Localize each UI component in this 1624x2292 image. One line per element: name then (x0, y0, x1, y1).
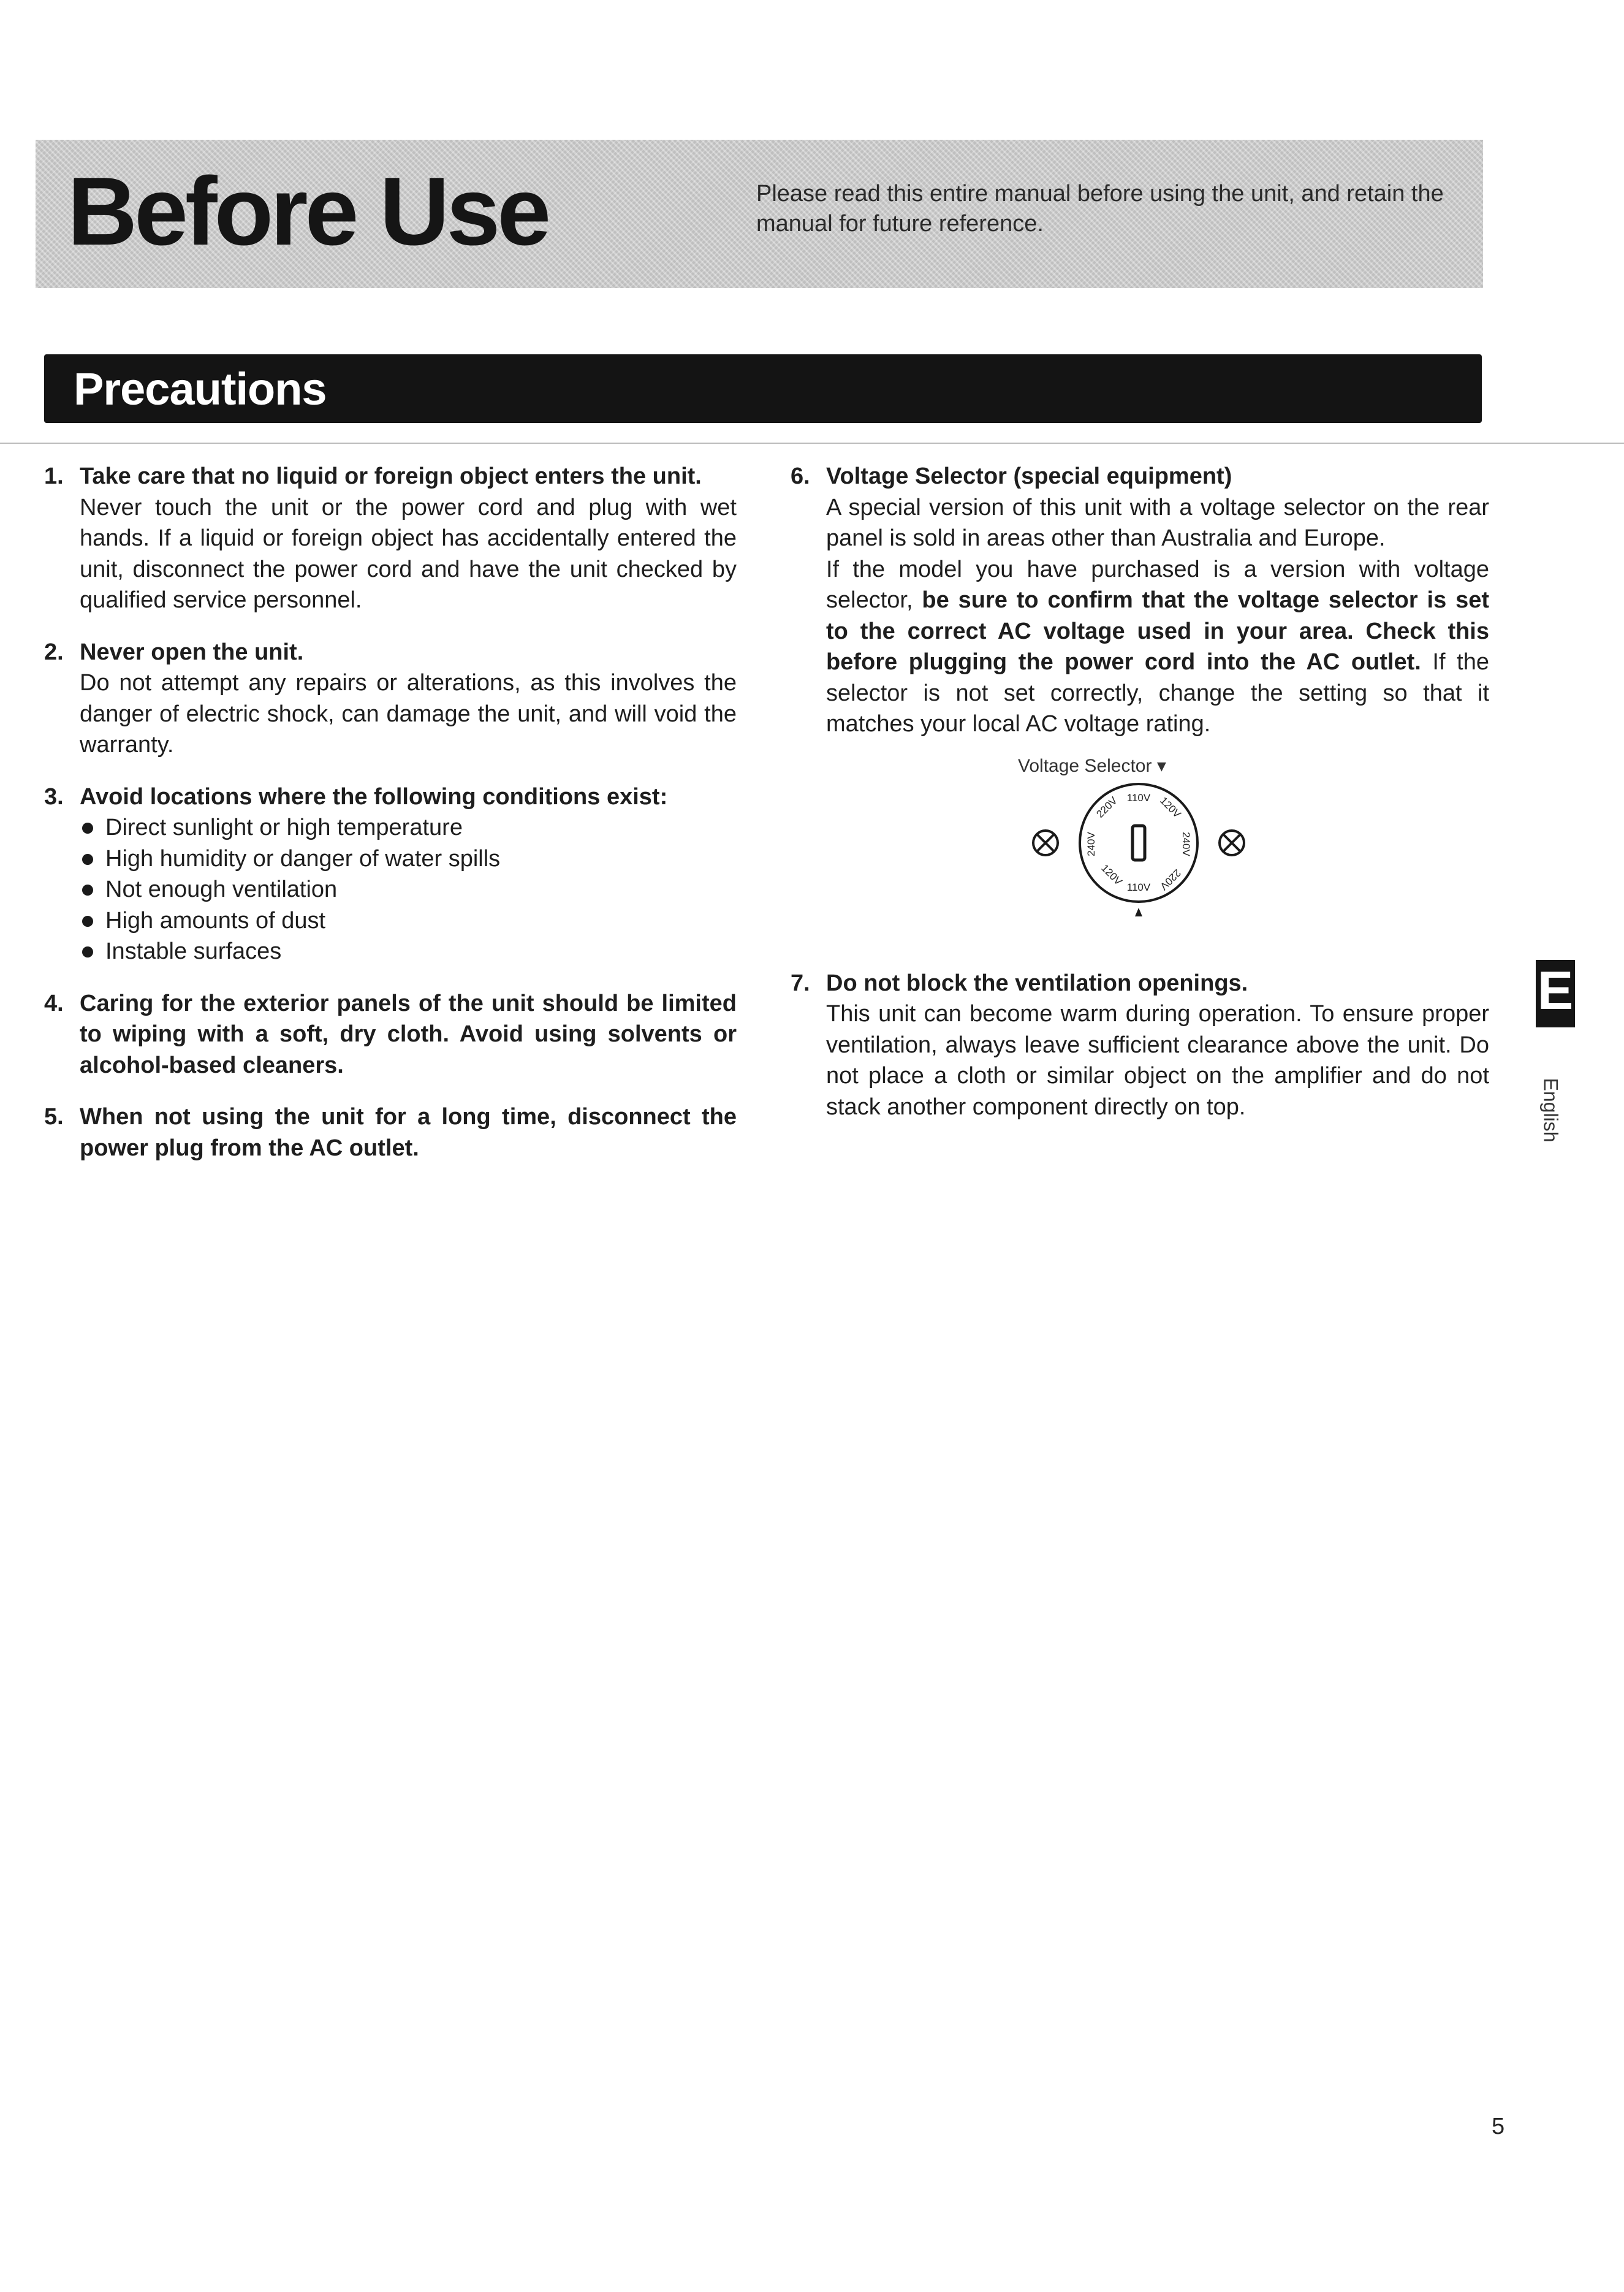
pointer-arrow-icon (1135, 908, 1142, 916)
language-label: English (1539, 1078, 1562, 1143)
precaution-item-3 (44, 782, 737, 967)
bullet-icon (82, 946, 93, 958)
dial-label: 110V (1126, 791, 1151, 804)
item-heading: Caring for the exterior panels of the unit should be limited to wiping with a soft, dry cloth. Avoid using solvents or alcohol-based cleaners. (80, 990, 737, 1078)
item-heading: When not using the unit for a long time, disconnect the power plug from the AC outlet. (80, 1104, 737, 1161)
left-column (44, 461, 737, 1184)
section-header (44, 354, 1482, 423)
item-number: 3. (44, 783, 64, 810)
voltage-selector-diagram (1010, 778, 1267, 925)
page-title: Before Use (67, 158, 548, 265)
dial-label: 120V (1158, 794, 1183, 820)
list-item (80, 812, 737, 843)
item-number: 4. (44, 990, 64, 1016)
precaution-item-6 (791, 461, 1489, 947)
warning-outro: If the selector is not set correctly, change the setting so that it matches your local AC voltage rating. (826, 649, 1489, 737)
item-number: 2. (44, 639, 64, 665)
page-number: 5 (1492, 2114, 1505, 2139)
item-number: 6. (791, 463, 810, 489)
dial-label: 240V (1085, 831, 1097, 856)
precaution-item-2 (44, 637, 737, 761)
selector-slot (1133, 826, 1145, 860)
list-item (80, 843, 737, 875)
section-title: Precautions (74, 364, 327, 414)
item-body: Never touch the unit or the power cord and plug with wet hands. If a liquid or foreign object has accidentally entered the unit, disconnect the power cord and have the unit checked by qualified service personnel. (80, 494, 737, 613)
item-body: A special version of this unit with a voltage selector on the rear panel is sold in areas other than Australia and Europe. (826, 494, 1489, 551)
item-heading: Voltage Selector (special equipment) (826, 463, 1232, 489)
right-column (791, 461, 1489, 1143)
item-heading: Take care that no liquid or foreign object enters the unit. (80, 463, 702, 489)
bullet-icon (82, 916, 93, 927)
dial-label: 110V (1126, 881, 1151, 893)
language-letter: E (1537, 960, 1574, 1021)
item-number: 1. (44, 463, 64, 489)
list-item-text: Direct sunlight or high temperature (105, 815, 463, 840)
banner-note: Please read this entire manual before using the unit, and retain the manual for future reference. (756, 181, 1444, 237)
item-number: 7. (791, 970, 810, 996)
precaution-item-5 (44, 1102, 737, 1163)
list-item (80, 936, 737, 967)
warning-emphasis: be sure to confirm that the voltage selector is set to the correct AC voltage used in your area. Check this before plugging the power cord into the AC outlet. (826, 587, 1490, 675)
bullet-icon (82, 854, 93, 865)
language-tab (1536, 960, 1575, 1027)
bullet-icon (82, 885, 93, 896)
precaution-item-1 (44, 461, 737, 616)
divider (0, 443, 1624, 444)
dial-label: 240V (1180, 831, 1192, 856)
item-heading: Do not block the ventilation openings. (826, 970, 1248, 996)
figure-caption: Voltage Selector ▾ (1018, 755, 1166, 776)
item-body-warning (826, 554, 1489, 740)
bullet-icon (82, 823, 93, 834)
screw-right-icon (1220, 831, 1244, 855)
list-item-text: High amounts of dust (105, 907, 326, 934)
banner (36, 140, 1483, 288)
conditions-list (80, 812, 737, 967)
list-item (80, 905, 737, 937)
list-item (80, 874, 737, 905)
item-heading: Avoid locations where the following conditions exist: (80, 783, 668, 810)
item-heading: Never open the unit. (80, 639, 304, 665)
item-body: Do not attempt any repairs or alterations, as this involves the danger of electric shock, can damage the unit, and will void the warranty. (80, 670, 737, 758)
dial-label: 120V (1099, 861, 1125, 888)
item-number: 5. (44, 1104, 64, 1130)
voltage-selector-figure (826, 751, 1489, 947)
list-item-text: Instable surfaces (105, 939, 282, 964)
warning-intro: If the model you have purchased is a version with voltage selector, (826, 556, 1489, 613)
list-item-text: High humidity or danger of water spills (105, 845, 501, 872)
precaution-item-7 (791, 968, 1489, 1123)
precaution-item-4 (44, 988, 737, 1081)
dial-label: 220V (1158, 866, 1183, 893)
screw-left-icon (1033, 831, 1058, 855)
item-body: This unit can become warm during operation. To ensure proper ventilation, always leave sufficient clearance above the unit. Do not place a cloth or similar object on the amplifier and do not stack another component directly on top. (826, 1001, 1489, 1120)
list-item-text: Not enough ventilation (105, 877, 338, 902)
dial-label: 220V (1094, 794, 1120, 820)
